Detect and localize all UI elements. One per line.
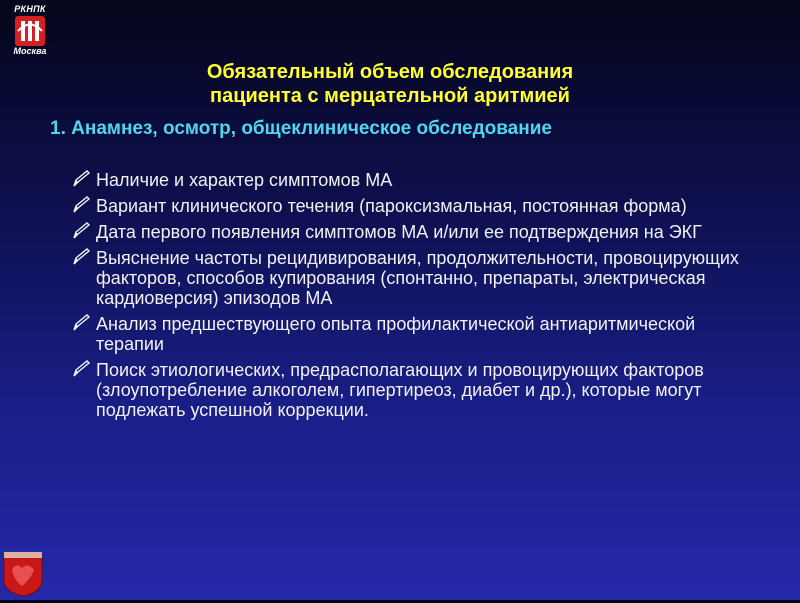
- bullet-list: [70, 170, 750, 426]
- list-item-text: Поиск этиологических, предрасполагающих и провоцирующих факторов (злоупотребление алкоголем, гипертиреоз, диабет и др.), которые могут подлежать успешной коррекции.: [96, 360, 704, 420]
- pencil-icon: [70, 220, 92, 242]
- pencil-icon: [70, 312, 92, 334]
- list-item: [70, 170, 750, 190]
- list-item-text: Дата первого появления симптомов МА и/или ее подтверждения на ЭКГ: [96, 222, 702, 242]
- title-line-2: пациента с мерцательной аритмией: [210, 85, 570, 107]
- list-item: [70, 222, 750, 242]
- rknpk-emblem-icon: [15, 16, 45, 46]
- list-item: [70, 314, 750, 354]
- pencil-icon: [70, 358, 92, 380]
- pencil-icon: [70, 194, 92, 216]
- list-item: [70, 196, 750, 216]
- list-item: [70, 360, 750, 420]
- list-item-text: Наличие и характер симптомов МА: [96, 170, 393, 190]
- logo-org-name: РКНПК: [14, 4, 46, 14]
- rknpk-logo: [8, 4, 52, 66]
- pencil-icon: [70, 168, 92, 190]
- heart-emblem-icon: [0, 546, 46, 598]
- list-item: [70, 248, 750, 308]
- list-item-text: Анализ предшествующего опыта профилактической антиаритмической терапии: [96, 314, 696, 354]
- list-item-text: Вариант клинического течения (пароксизмальная, постоянная форма): [96, 196, 687, 216]
- pencil-icon: [70, 246, 92, 268]
- list-item-text: Выяснение частоты рецидивирования, продолжительности, провоцирующих факторов, способов купирования (спонтанно, препараты, электрическая кардиоверсия) эпизодов МА: [96, 248, 739, 308]
- slide-subtitle: 1. Анамнез, осмотр, общеклиническое обследование: [50, 118, 552, 139]
- logo-city-name: Москва: [13, 46, 47, 56]
- slide-title: [110, 60, 670, 108]
- title-line-1: Обязательный объем обследования: [206, 61, 574, 83]
- society-emblem: [0, 546, 46, 598]
